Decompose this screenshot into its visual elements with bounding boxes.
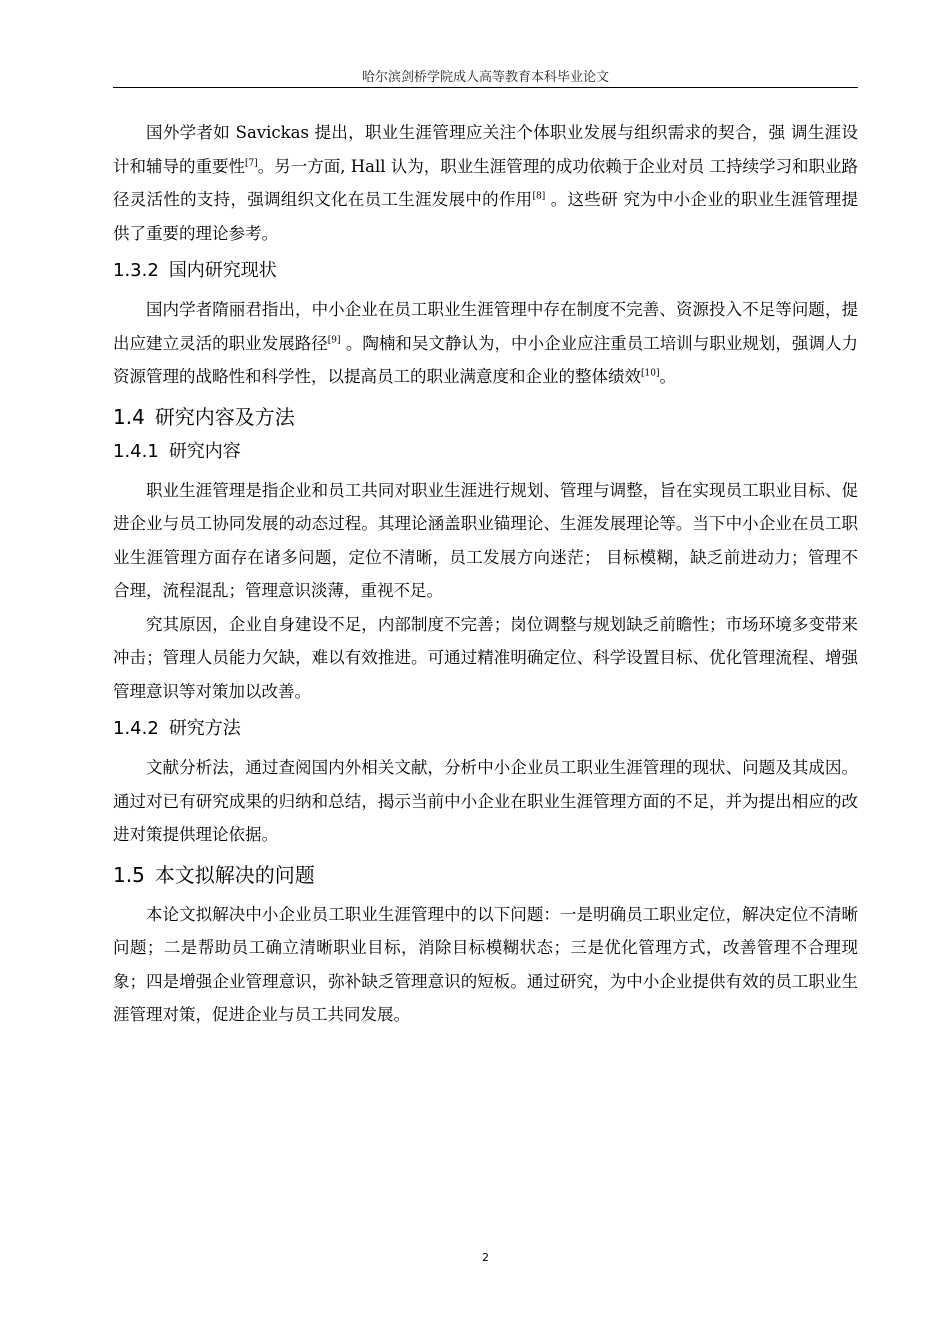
- paragraph-text: 。: [659, 367, 676, 386]
- paragraph-research-method: 文献分析法，通过查阅国内外相关文献，分析中小企业员工职业生涯管理的现状、问题及其成因。通过对已有研究成果的归纳和总结，揭示当前中小企业在职业生涯管理方面的不足，并为提出相应的改进对策提供理论依据。: [113, 758, 858, 844]
- section-number: 1.3.2: [113, 260, 159, 281]
- paragraph-domestic-research: [113, 293, 858, 394]
- section-heading-1-4-2: [113, 717, 858, 741]
- citation-ref: [9]: [327, 335, 341, 345]
- section-number: 1.4.1: [113, 440, 159, 462]
- section-title: 国内研究现状: [168, 260, 277, 281]
- running-header: 哈尔滨剑桥学院成人高等教育本科毕业论文: [361, 70, 609, 85]
- section-number: 1.4.2: [113, 718, 159, 739]
- paragraph-text: 国外学者如 Savickas 提出，职业生涯管理应关注个体职业发展与组织需求的契合，强 调生涯设计和辅导的重要性: [113, 123, 858, 176]
- paragraph-causes: 究其原因，企业自身建设不足，内部制度不完善；岗位调整与规划缺乏前瞻性；市场环境多变带来冲击；管理人员能力欠缺，难以有效推进。可通过精准明确定位、科学设置目标、优化管理流程、增强管理意识等对策加以改善。: [113, 614, 858, 701]
- section-heading-1-3-2: [113, 259, 858, 283]
- citation-ref: [10]: [641, 368, 660, 379]
- section-title: 研究内容: [168, 440, 241, 462]
- section-title: 研究内容及方法: [154, 404, 295, 429]
- header-rule: [113, 87, 858, 88]
- paragraph-research-content: 职业生涯管理是指企业和员工共同对职业生涯进行规划、管理与调整，旨在实现员工职业目标、促进企业与员工协同发展的动态过程。其理论涵盖职业锚理论、生涯发展理论等。当下中小企业在员工职业生涯管理方面存在诸多问题，定位不清晰，员工发展方向迷茫； 目标模糊，缺乏前进动力；管理不合理，流程混乱；管理意识淡薄，重视不足。: [113, 480, 858, 600]
- page-number: 2: [482, 1251, 489, 1264]
- section-number: 1.5: [113, 862, 145, 887]
- section-title: 研究方法: [168, 718, 241, 739]
- paragraph-foreign-research: [113, 116, 858, 250]
- paragraph-text: 国内学者隋丽君指出，中小企业在员工职业生涯管理中存在制度不完善、资源投入不足等问题，提出应建立灵活的职业发展路径: [113, 300, 858, 353]
- section-heading-1-4: [113, 404, 858, 430]
- section-number: 1.4: [113, 404, 145, 429]
- section-heading-1-4-1: [113, 440, 858, 464]
- paragraph-text: 。陶楠和吴文静认为，中小企业应注重员工培训与职业规划，强调人力资源管理的战略性和科学性，以提高员工的职业满意度和企业的整体绩效: [113, 333, 858, 386]
- paragraph-text: 。另一方面, Hall 认为，职业生涯管理的成功依赖于企业对员 工持续学习和职业路径灵活性的支持，强调组织文化在员工生涯发展中的作用: [113, 156, 859, 209]
- citation-ref: [8]: [532, 191, 546, 202]
- citation-ref: [7]: [245, 158, 258, 168]
- section-title: 本文拟解决的问题: [154, 862, 315, 887]
- section-heading-1-5: [113, 862, 858, 888]
- paragraph-problems: 本论文拟解决中小企业员工职业生涯管理中的以下问题：一是明确员工职业定位，解决定位不清晰问题；二是帮助员工确立清晰职业目标，消除目标模糊状态；三是优化管理方式，改善管理不合理现象；四是增强企业管理意识，弥补缺乏管理意识的短板。通过研究，为中小企业提供有效的员工职业生涯管理对策，促进企业与员工共同发展。: [113, 904, 858, 1024]
- paragraph-text: 。这些研 究为中小企业的职业生涯管理提供了重要的理论参考。: [113, 190, 858, 243]
- body-text: [113, 116, 858, 1032]
